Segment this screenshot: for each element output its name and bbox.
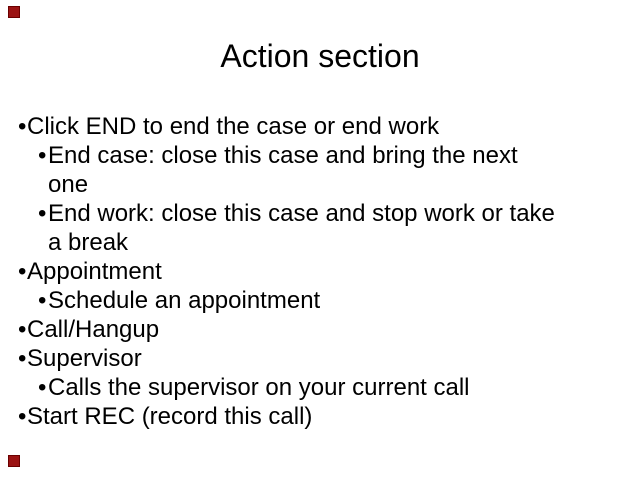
list-item-text: Click END to end the case or end work — [27, 113, 440, 140]
bullet-icon: • — [18, 258, 27, 285]
bullet-icon: • — [38, 142, 47, 169]
list-item-text: Call/Hangup — [27, 316, 160, 343]
list-item-continuation — [48, 170, 640, 199]
image-placeholder-icon — [8, 6, 20, 18]
list-item-text: Schedule an appointment — [48, 287, 321, 314]
list-item-text: Appointment — [27, 258, 162, 285]
list-item — [38, 286, 640, 315]
list-item-text: Start REC (record this call) — [27, 403, 313, 430]
list-item-text: End work: close this case and stop work or take — [48, 200, 555, 227]
list-item — [38, 373, 640, 402]
list-item-text: one — [48, 171, 89, 198]
page-title: Action section — [220, 38, 420, 74]
list-item — [18, 402, 640, 431]
bullet-icon: • — [38, 200, 47, 227]
bullet-icon: • — [18, 345, 27, 372]
image-placeholder-icon — [8, 455, 20, 467]
list-item — [38, 199, 640, 228]
bullet-icon: • — [38, 287, 47, 314]
list-item — [18, 112, 640, 141]
list-item — [18, 344, 640, 373]
list-item — [38, 141, 640, 170]
bullet-icon: • — [18, 113, 27, 140]
bullet-list — [18, 112, 640, 431]
list-item-continuation — [48, 228, 640, 257]
list-item-text: a break — [48, 229, 129, 256]
list-item-text: Calls the supervisor on your current call — [48, 374, 470, 401]
list-item-text: End case: close this case and bring the next — [48, 142, 518, 169]
bullet-icon: • — [38, 374, 47, 401]
list-item — [18, 315, 640, 344]
list-item-text: Supervisor — [27, 345, 142, 372]
list-item — [18, 257, 640, 286]
bullet-icon: • — [18, 403, 27, 430]
bullet-icon: • — [18, 316, 27, 343]
